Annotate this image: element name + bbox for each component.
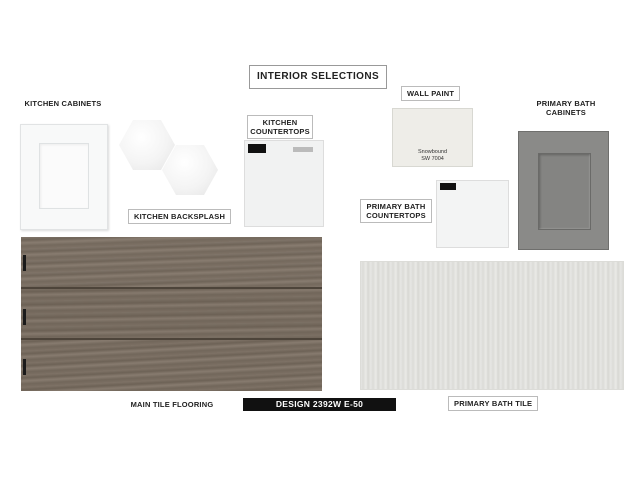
primary-bath-countertops-label (360, 199, 432, 223)
primary-bath-cabinets-label-line1: PRIMARY BATH (536, 99, 596, 108)
wall-paint-label: WALL PAINT (401, 86, 460, 101)
floor-plank-seam-1 (21, 287, 322, 289)
primary-bath-cabinet-door-panel (538, 153, 591, 230)
floor-plank-3 (21, 339, 322, 391)
kitchen-countertop-sticker (293, 147, 313, 152)
primary-bath-countertops-label-line1: PRIMARY BATH (366, 202, 426, 211)
primary-bath-countertops-label-line2: COUNTERTOPS (366, 211, 426, 220)
kitchen-cabinet-door-panel (39, 143, 89, 209)
primary-bath-cabinets-label (530, 99, 602, 117)
board-title: INTERIOR SELECTIONS (249, 65, 387, 89)
kitchen-cabinet-sample (20, 124, 108, 230)
primary-bath-countertop-sample (436, 180, 509, 248)
main-tile-flooring-sample (21, 237, 322, 391)
primary-bath-tile-sample (360, 261, 624, 390)
primary-bath-countertop-tag (440, 183, 456, 190)
kitchen-countertops-label-line1: KITCHEN (262, 118, 298, 127)
kitchen-countertops-label-line2: COUNTERTOPS (250, 127, 310, 136)
floor-plank-seam-2 (21, 338, 322, 340)
paint-code: SW 7004 (421, 156, 444, 162)
primary-bath-cabinets-label-line2: CABINETS (546, 108, 586, 117)
wall-paint-swatch (392, 108, 473, 167)
floor-plank-mark-1 (23, 255, 26, 271)
floor-plank-1 (21, 237, 322, 288)
main-tile-flooring-label: MAIN TILE FLOORING (130, 400, 214, 409)
design-number-banner: DESIGN 2392W E-50 (243, 398, 396, 411)
floor-plank-mark-2 (23, 309, 26, 325)
kitchen-countertops-label (247, 115, 313, 139)
paint-name: Snowbound (417, 149, 448, 155)
kitchen-countertop-tag (248, 144, 266, 153)
primary-bath-cabinet-sample (518, 131, 609, 250)
floor-plank-2 (21, 288, 322, 339)
floor-plank-mark-3 (23, 359, 26, 375)
kitchen-backsplash-label: KITCHEN BACKSPLASH (128, 209, 231, 224)
kitchen-countertop-sample (244, 140, 324, 227)
primary-bath-tile-label: PRIMARY BATH TILE (448, 396, 538, 411)
kitchen-cabinets-label: KITCHEN CABINETS (24, 99, 102, 108)
